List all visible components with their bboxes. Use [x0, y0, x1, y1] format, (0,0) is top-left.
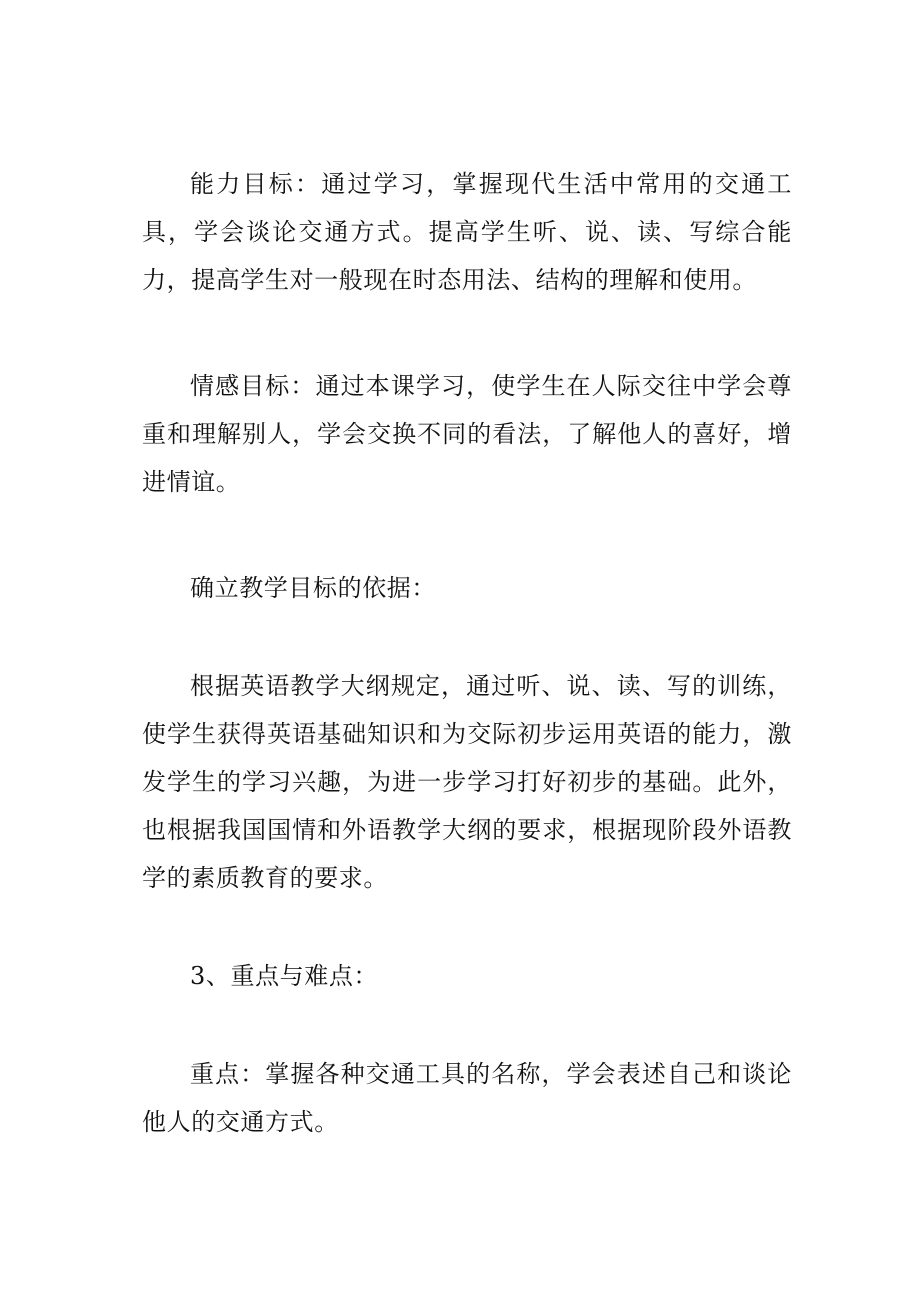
- paragraph-ability-goal: 能力目标：通过学习，掌握现代生活中常用的交通工具，学会谈论交通方式。提高学生听、说、读、写综合能力，提高学生对一般现在时态用法、结构的理解和使用。: [142, 170, 792, 294]
- paragraph-basis-body: 根据英语教学大纲规定，通过听、说、读、写的训练，使学生获得英语基础知识和为交际初步运用英语的能力，激发学生的学习兴趣，为进一步学习打好初步的基础。此外，也根据我国国情和外语教学大纲的要求，根据现阶段外语教学的素质教育的要求。: [142, 672, 792, 892]
- paragraph-key-points: 重点：掌握各种交通工具的名称，学会表述自己和谈论他人的交通方式。: [142, 1060, 792, 1136]
- document-body: [142, 160, 792, 1146]
- paragraph-emotional-goal: 情感目标：通过本课学习，使学生在人际交往中学会尊重和理解别人，学会交换不同的看法，了解他人的喜好，增进情谊。: [142, 372, 792, 496]
- paragraph-basis-heading: 确立教学目标的依据：: [190, 574, 436, 602]
- section-heading-key-points: 3、重点与难点：: [190, 962, 379, 990]
